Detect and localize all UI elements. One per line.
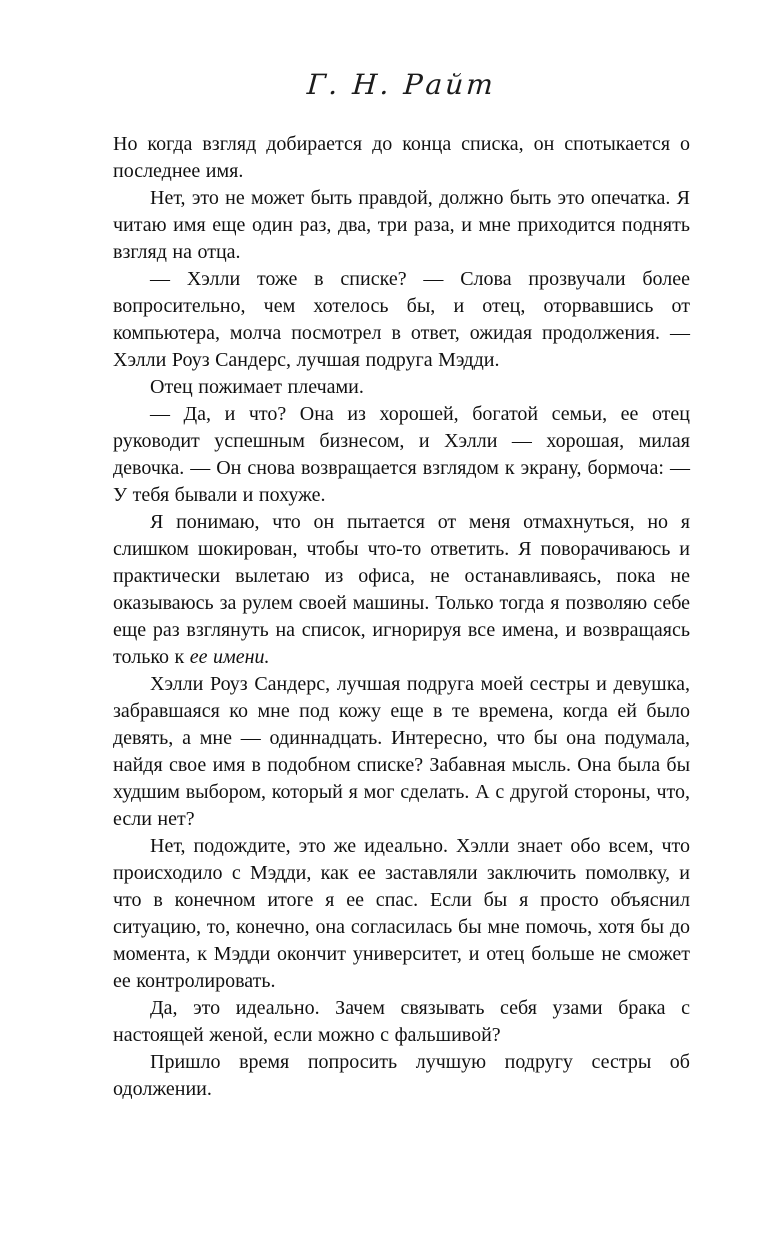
page-body: [113, 131, 690, 1103]
text-segment: — Да, и что? Она из хорошей, богатой семьи, ее отец руководит успешным бизнесом, и Хэлли — хорошая, милая девочка. — Он снова возвращается взглядом к экрану, бормоча: — У тебя бывали и похуже.: [113, 403, 690, 506]
text-segment: — Хэлли тоже в списке? — Слова прозвучали более вопросительно, чем хотелось бы, и отец, оторвавшись от компьютера, молча посмотрел в ответ, ожидая продолжения. — Хэлли Роуз Сандерс, лучшая подруга Мэдди.: [113, 268, 690, 371]
paragraph: [113, 995, 690, 1049]
text-segment: Пришло время попросить лучшую подругу сестры об одолжении.: [113, 1051, 690, 1100]
paragraph: [113, 185, 690, 266]
paragraph: [113, 1049, 690, 1103]
text-segment: Нет, подождите, это же идеально. Хэлли знает обо всем, что происходило с Мэдди, как ее заставляли заключить помолвку, и что в конечном итоге я ее спас. Если бы я просто объяснил ситуацию, то, конечно, она согласилась бы мне помочь, хотя бы до момента, к Мэдди окончит университет, и отец больше не сможет ее контролировать.: [113, 835, 690, 992]
text-segment: Да, это идеально. Зачем связывать себя узами брака с настоящей женой, если можно с фальшивой?: [113, 997, 690, 1046]
author-header: Г. Н. Райт: [306, 68, 497, 101]
text-segment: Хэлли Роуз Сандерс, лучшая подруга моей сестры и девушка, забравшаяся ко мне под кожу еще в те времена, когда ей было девять, а мне — одиннадцать. Интересно, что бы она подумала, найдя свое имя в подобном списке? Забавная мысль. Она была бы худшим выбором, который я мог сделать. А с другой стороны, что, если нет?: [113, 673, 690, 830]
paragraph: [113, 671, 690, 833]
text-segment: Я понимаю, что он пытается от меня отмахнуться, но я слишком шокирован, чтобы что-то ответить. Я поворачиваюсь и практически вылетаю из офиса, не останавливаясь, пока не оказываюсь за рулем своей машины. Только тогда я позволяю себе еще раз взглянуть на список, игнорируя все имена, и возвращаясь только к: [113, 511, 690, 668]
paragraph: [113, 374, 690, 401]
paragraph: [113, 833, 690, 995]
text-segment: Нет, это не может быть правдой, должно быть это опечатка. Я читаю имя еще один раз, два, три раза, и мне приходится поднять взгляд на отца.: [113, 187, 690, 263]
paragraph: [113, 266, 690, 374]
paragraph: [113, 509, 690, 671]
paragraph: [113, 401, 690, 509]
text-segment: Но когда взгляд добирается до конца списка, он спотыкается о последнее имя.: [113, 133, 690, 182]
text-segment: Отец пожимает плечами.: [150, 376, 364, 398]
italic-text-segment: ее имени.: [189, 646, 270, 668]
paragraph: [113, 131, 690, 185]
